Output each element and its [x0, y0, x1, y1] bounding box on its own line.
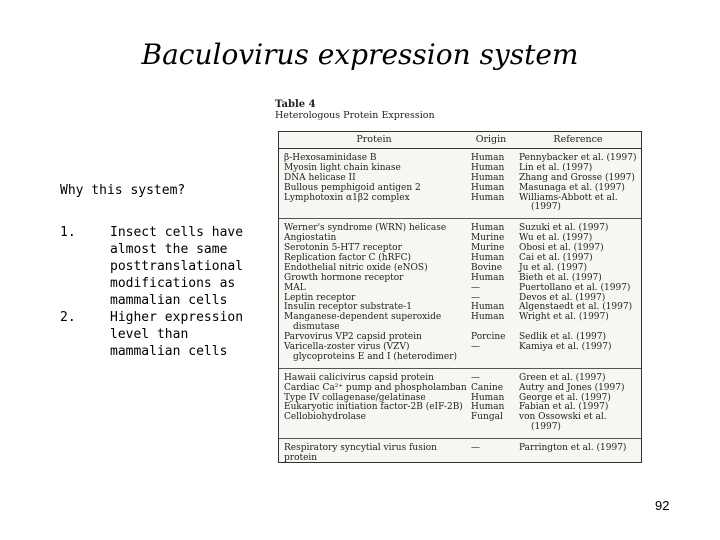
table-caption: Heterologous Protein Expression [275, 110, 435, 121]
cell-reference: Devos et al. (1997) [519, 292, 606, 303]
cell-protein: Cardiac Ca²⁺ pump and phospholamban [284, 382, 467, 393]
cell-reference: Masunaga et al. (1997) [519, 182, 625, 193]
header-reference: Reference [553, 134, 603, 145]
protein-expression-table-figure [275, 99, 640, 461]
table-row [279, 413, 641, 423]
cell-origin: Human [471, 162, 505, 173]
page-number: 92 [655, 498, 670, 513]
cell-origin: Human [471, 312, 505, 323]
cell-origin: Porcine [471, 332, 506, 343]
header-protein: Protein [356, 134, 392, 145]
cell-origin: Murine [471, 233, 505, 244]
table-row-group [279, 369, 641, 439]
table-row [279, 353, 641, 363]
cell-origin: Canine [471, 382, 504, 393]
cell-reference: Algenstaedt et al. (1997) [519, 302, 633, 313]
reason-number: 1. [60, 225, 76, 240]
cell-protein: Type IV collagenase/gelatinase [284, 392, 426, 403]
cell-reference: Kamiya et al. (1997) [519, 342, 612, 353]
cell-protein: β-Hexosaminidase B [284, 153, 377, 163]
reasons-list [60, 224, 250, 360]
cell-origin: Fungal [471, 412, 503, 423]
cell-origin: Human [471, 302, 505, 313]
table-row [279, 443, 641, 463]
cell-protein: Cellobiohydrolase [284, 412, 366, 423]
cell-reference: Ju et al. (1997) [519, 262, 587, 273]
cell-reference: Williams-Abbott et al. [519, 192, 618, 203]
cell-protein: Angiostatin [284, 233, 337, 244]
table-row-group [279, 439, 641, 463]
cell-protein: MAL [284, 282, 306, 293]
cell-protein: Insulin receptor substrate-1 [284, 302, 412, 313]
cell-origin: Human [471, 153, 505, 163]
question-heading: Why this system? [60, 183, 186, 198]
cell-reference: Sedlik et al. (1997) [519, 332, 607, 343]
cell-protein: Eukaryotic initiation factor-2B (eIF-2B) [284, 402, 463, 413]
table-row [279, 423, 641, 433]
cell-protein: DNA helicase II [284, 172, 356, 183]
slide-title: Baculovirus expression system [141, 38, 579, 71]
cell-protein: Lymphotoxin α1β2 complex [284, 192, 410, 203]
cell-reference: Lin et al. (1997) [519, 162, 593, 173]
cell-origin: — [471, 372, 480, 383]
table-row [279, 194, 641, 204]
cell-reference: (1997) [531, 422, 561, 433]
cell-reference: von Ossowski et al. [519, 412, 607, 423]
cell-origin: Human [471, 253, 505, 264]
cell-origin: — [471, 282, 480, 293]
table-row-group [279, 219, 641, 368]
cell-origin: — [471, 292, 480, 303]
cell-protein: glycoproteins E and I (heterodimer) [293, 351, 458, 362]
reason-item [60, 224, 250, 309]
table-row-group [279, 149, 641, 219]
cell-reference: Parrington et al. (1997) [519, 443, 627, 454]
cell-origin: — [471, 342, 480, 353]
cell-protein: Manganese-dependent superoxide [284, 312, 442, 323]
reason-number: 2. [60, 310, 76, 325]
header-origin: Origin [475, 134, 507, 145]
cell-reference: Cai et al. (1997) [519, 253, 593, 264]
table-body [279, 149, 641, 463]
cell-reference: Autry and Jones (1997) [519, 382, 625, 393]
cell-origin: Human [471, 272, 505, 283]
cell-protein: Varicella-zoster virus (VZV) [284, 342, 410, 353]
cell-reference: Suzuki et al. (1997) [519, 223, 609, 234]
cell-origin: Human [471, 192, 505, 203]
table-row [279, 203, 641, 213]
cell-reference: Bieth et al. (1997) [519, 272, 602, 283]
reason-text: Higher expression level than mammalian cells [110, 310, 244, 359]
cell-reference: Fabian et al. (1997) [519, 402, 609, 413]
cell-protein: Hawaii calicivirus capsid protein [284, 372, 434, 383]
table-header-row [279, 132, 641, 149]
reason-text: Insect cells have almost the same posttranslational modifications as mammalian cells [110, 225, 244, 308]
cell-reference: George et al. (1997) [519, 392, 611, 403]
cell-protein: Serotonin 5-HT7 receptor [284, 243, 402, 254]
cell-protein: Parvovirus VP2 capsid protein [284, 332, 422, 343]
cell-origin: — [471, 443, 480, 454]
cell-reference: Wright et al. (1997) [519, 312, 609, 323]
cell-origin: Bovine [471, 262, 503, 273]
table-box [278, 131, 642, 463]
cell-origin: Human [471, 392, 505, 403]
cell-protein: Growth hormone receptor [284, 272, 404, 283]
cell-reference: Green et al. (1997) [519, 372, 606, 383]
cell-protein: Respiratory syncytial virus fusion protein [284, 443, 437, 463]
cell-reference: Puertollano et al. (1997) [519, 282, 631, 293]
cell-reference: Obosi et al. (1997) [519, 243, 604, 254]
cell-reference: (1997) [531, 202, 561, 213]
cell-origin: Human [471, 182, 505, 193]
cell-origin: Human [471, 223, 505, 234]
cell-reference: Pennybacker et al. (1997) [519, 153, 637, 163]
table-label: Table 4 [275, 99, 316, 110]
cell-origin: Murine [471, 243, 505, 254]
cell-protein: Werner's syndrome (WRN) helicase [284, 223, 447, 234]
cell-protein: Endothelial nitric oxide (eNOS) [284, 262, 428, 273]
cell-protein: Leptin receptor [284, 292, 356, 303]
cell-reference: Zhang and Grosse (1997) [519, 172, 635, 183]
cell-origin: Human [471, 172, 505, 183]
cell-protein: dismutase [293, 322, 340, 333]
cell-reference: Wu et al. (1997) [519, 233, 593, 244]
reason-item [60, 309, 250, 360]
cell-origin: Human [471, 402, 505, 413]
cell-protein: Replication factor C (hRFC) [284, 253, 412, 264]
cell-protein: Myosin light chain kinase [284, 162, 401, 173]
cell-protein: Bullous pemphigoid antigen 2 [284, 182, 421, 193]
